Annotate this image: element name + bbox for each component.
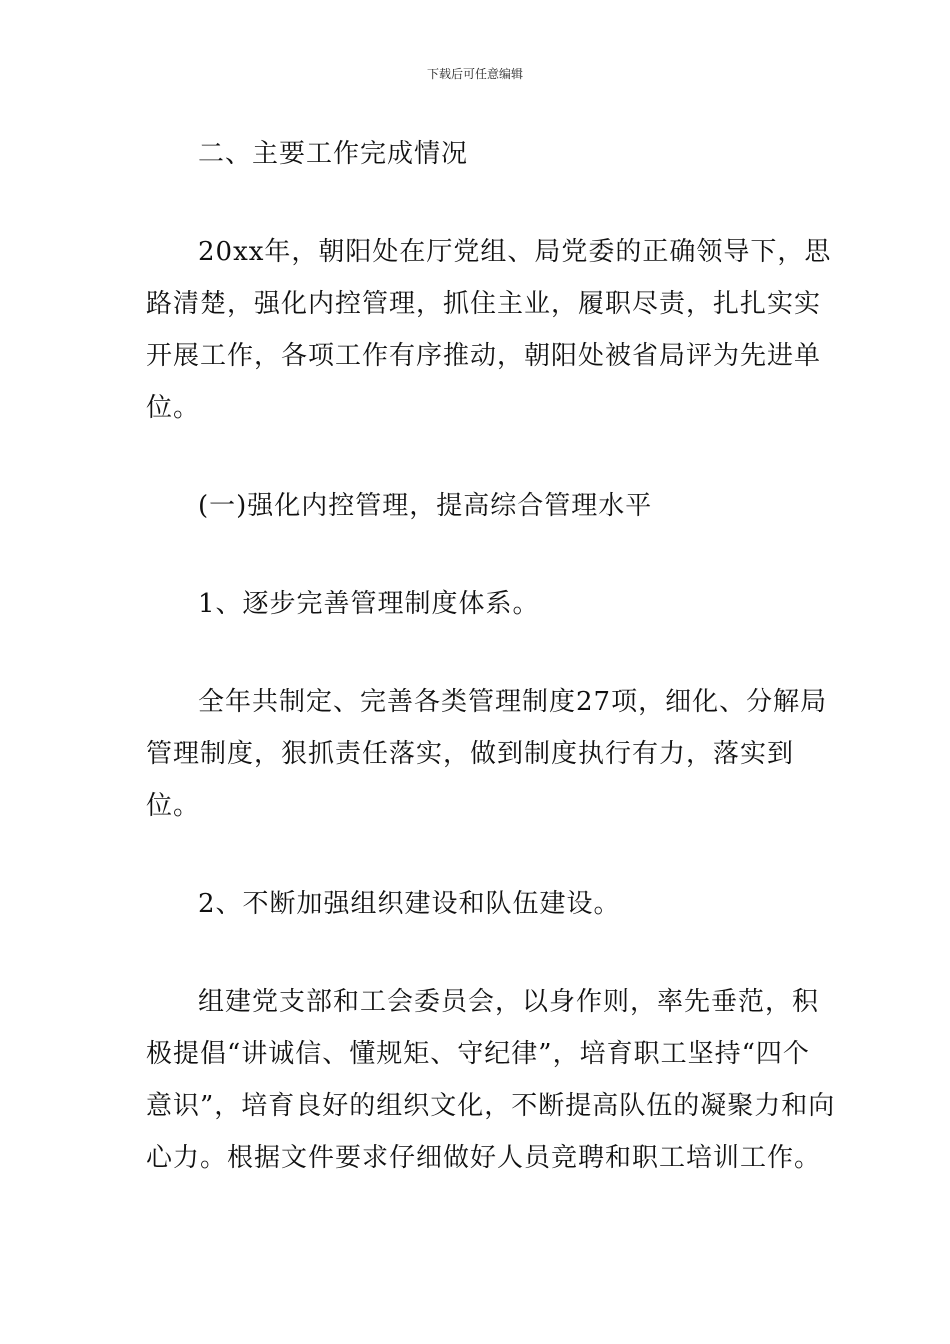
item1-body: 全年共制定、完善各类管理制度27项，细化、分解局管理制度，狠抓责任落实，做到制度执行有力，落实到位。 (146, 687, 828, 821)
paragraph-spacer (146, 630, 836, 676)
page-header: 下载后可任意编辑 (426, 67, 523, 81)
paragraph-spacer (146, 434, 836, 480)
section-title: 二、主要工作完成情况 (198, 139, 469, 169)
paragraph-spacer (146, 930, 836, 976)
intro-paragraph: 20xx年，朝阳处在厅党组、局党委的正确领导下，思路清楚，强化内控管理，抓住主业，履职尽责，扎扎实实开展工作，各项工作有序推动，朝阳处被省局评为先进单位。 (146, 237, 832, 423)
item2-body: 组建党支部和工会委员会，以身作则，率先垂范，积极提倡“讲诚信、懂规矩、守纪律”，培育职工坚持“四个意识”，培育良好的组织文化，不断提高队伍的凝聚力和向心力。根据文件要求仔细做好人员竞聘和职工培训工作。 (146, 987, 836, 1173)
subsection-title: (一)强化内控管理，提高综合管理水平 (198, 491, 653, 521)
item2-title: 2、不断加强组织建设和队伍建设。 (198, 889, 621, 919)
item1-title: 1、逐步完善管理制度体系。 (198, 589, 540, 619)
paragraph-spacer (146, 832, 836, 878)
paragraph-spacer (146, 532, 836, 578)
document-body (146, 128, 836, 1184)
paragraph-spacer (146, 180, 836, 226)
